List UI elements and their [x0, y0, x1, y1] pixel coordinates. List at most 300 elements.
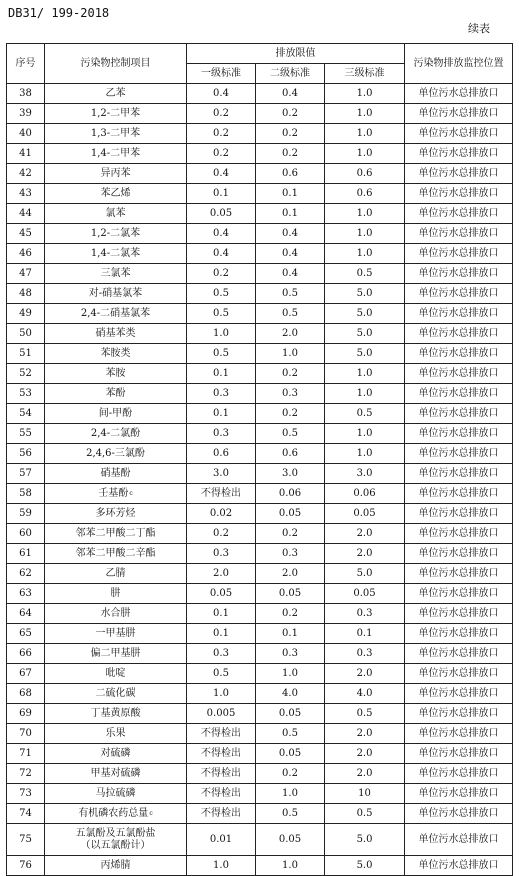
cell-level3-text: 5.0 [356, 348, 373, 359]
cell-item-text: 2,4-二硝基氯苯 [80, 308, 151, 319]
cell-location-text: 单位污水总排放口 [418, 768, 499, 779]
cell-seq [7, 224, 45, 244]
cell-level2-text: 0.2 [282, 368, 298, 379]
cell-level2-text: 2.0 [282, 328, 298, 339]
cell-location-text: 单位污水总排放口 [418, 268, 499, 279]
cell-item [45, 364, 187, 384]
cell-seq [7, 164, 45, 184]
cell-seq [7, 404, 45, 424]
table-row [7, 464, 513, 484]
cell-level2 [256, 124, 325, 144]
cell-level1-text: 0.4 [213, 228, 229, 239]
table-row [7, 624, 513, 644]
cell-seq-text: 59 [19, 508, 32, 519]
cell-location [405, 124, 513, 144]
cell-seq-text: 67 [19, 668, 32, 679]
cell-seq-text: 66 [19, 648, 32, 659]
cell-seq-text: 73 [19, 788, 32, 799]
cell-seq [7, 504, 45, 524]
cell-seq [7, 304, 45, 324]
cell-level1 [187, 824, 256, 856]
cell-location [405, 824, 513, 856]
cell-location [405, 384, 513, 404]
table-row [7, 764, 513, 784]
cell-seq [7, 384, 45, 404]
cell-level1-text: 0.3 [213, 548, 229, 559]
cell-item-text: 邻苯二甲酸二辛酯 [75, 548, 156, 559]
cell-level3-text: 1.0 [356, 88, 373, 99]
cell-level1 [187, 464, 256, 484]
cell-level1 [187, 324, 256, 344]
cell-item-text: 苯胺 [105, 368, 126, 379]
cell-location-text: 单位污水总排放口 [418, 188, 499, 199]
cell-seq-text: 71 [19, 748, 32, 759]
table-row [7, 284, 513, 304]
cell-location [405, 744, 513, 764]
cell-level3 [325, 704, 405, 724]
cell-level3 [325, 164, 405, 184]
cell-location [405, 184, 513, 204]
cell-seq-text: 56 [19, 448, 32, 459]
cell-item [45, 424, 187, 444]
cell-seq-text: 69 [19, 708, 32, 719]
cell-level1 [187, 524, 256, 544]
cell-item-text: 壬基酚 [98, 488, 129, 499]
cell-item [45, 624, 187, 644]
cell-level3-text: 1.0 [356, 148, 373, 159]
header-level1: 一级标准 [187, 64, 256, 84]
cell-level3-text: 0.06 [353, 488, 376, 499]
cell-level2 [256, 424, 325, 444]
cell-item-text: 苯酚 [105, 388, 126, 399]
cell-location [405, 144, 513, 164]
cell-location-text: 单位污水总排放口 [418, 568, 499, 579]
cell-location [405, 584, 513, 604]
cell-seq-text: 61 [19, 548, 32, 559]
cell-seq-text: 68 [19, 688, 32, 699]
cell-level1-text: 0.4 [213, 248, 229, 259]
cell-level2-text: 0.05 [278, 834, 302, 845]
cell-level2-text: 0.3 [282, 548, 298, 559]
cell-level1 [187, 344, 256, 364]
cell-seq-text: 62 [19, 568, 32, 579]
cell-seq-text: 70 [19, 728, 32, 739]
cell-level3-text: 5.0 [356, 834, 373, 845]
table-row [7, 564, 513, 584]
cell-location-text: 单位污水总排放口 [418, 208, 499, 219]
cell-level3 [325, 464, 405, 484]
cell-item-text: 硝基苯类 [95, 328, 136, 339]
cell-location [405, 264, 513, 284]
cell-level3 [325, 584, 405, 604]
table-row [7, 664, 513, 684]
cell-item [45, 644, 187, 664]
cell-level1-text: 不得检出 [201, 748, 241, 759]
cell-level1 [187, 784, 256, 804]
cell-level1 [187, 184, 256, 204]
table-row [7, 124, 513, 144]
cell-level2-text: 4.0 [282, 688, 298, 699]
cell-level3 [325, 724, 405, 744]
cell-item [45, 444, 187, 464]
cell-level1-text: 不得检出 [201, 768, 241, 779]
footnote-marker: c [129, 490, 133, 497]
cell-item-text: 甲基对硫磷 [90, 768, 141, 779]
cell-level2-text: 0.3 [282, 648, 298, 659]
cell-location [405, 704, 513, 724]
table-body [7, 84, 513, 876]
cell-level1-text: 0.2 [213, 108, 229, 119]
cell-level1-text: 0.2 [213, 128, 229, 139]
cell-level1-text: 2.0 [213, 568, 229, 579]
cell-location [405, 284, 513, 304]
cell-seq-text: 75 [19, 834, 32, 845]
cell-location [405, 724, 513, 744]
cell-seq-text: 76 [19, 860, 32, 871]
cell-level3-text: 3.0 [356, 468, 373, 479]
cell-level2-text: 0.2 [282, 528, 298, 539]
cell-location [405, 644, 513, 664]
cell-level2 [256, 664, 325, 684]
cell-location-text: 单位污水总排放口 [418, 88, 499, 99]
cell-location [405, 424, 513, 444]
table-row [7, 244, 513, 264]
cell-level3 [325, 764, 405, 784]
cell-location [405, 84, 513, 104]
cell-seq-text: 38 [19, 88, 32, 99]
cell-level1-text: 0.1 [213, 368, 229, 379]
cell-location-text: 单位污水总排放口 [418, 808, 499, 819]
cell-level2-text: 0.5 [282, 728, 298, 739]
cell-item [45, 204, 187, 224]
cell-level3-text: 4.0 [356, 688, 373, 699]
header-limit: 排放限值 [187, 44, 405, 64]
cell-location-text: 单位污水总排放口 [418, 588, 499, 599]
cell-item-text: 氯苯 [105, 208, 126, 219]
cell-item [45, 464, 187, 484]
cell-item-text: 对-硝基氯苯 [88, 288, 143, 299]
cell-item-text: 偏二甲基肼 [90, 648, 141, 659]
cell-level3 [325, 284, 405, 304]
cell-item [45, 684, 187, 704]
cell-level2-text: 0.05 [278, 588, 302, 599]
cell-level3 [325, 344, 405, 364]
cell-level3 [325, 104, 405, 124]
cell-level1-text: 0.2 [213, 268, 229, 279]
cell-location [405, 344, 513, 364]
cell-level1-text: 1.0 [213, 328, 229, 339]
cell-location [405, 564, 513, 584]
cell-location-text: 单位污水总排放口 [418, 168, 499, 179]
table-row [7, 344, 513, 364]
cell-item-text: 丙烯腈 [100, 860, 131, 871]
cell-item [45, 84, 187, 104]
table-row [7, 144, 513, 164]
cell-item-text: 硝基酚 [100, 468, 131, 479]
cell-level1-text: 1.0 [213, 860, 229, 871]
cell-level1-text: 1.0 [213, 688, 229, 699]
cell-level3-text: 2.0 [356, 748, 373, 759]
cell-level1 [187, 504, 256, 524]
cell-seq [7, 424, 45, 444]
cell-level2 [256, 324, 325, 344]
cell-item [45, 604, 187, 624]
cell-level1-text: 0.3 [213, 388, 229, 399]
cell-level3 [325, 324, 405, 344]
cell-seq [7, 724, 45, 744]
cell-level2 [256, 84, 325, 104]
cell-level3-text: 2.0 [356, 768, 373, 779]
cell-seq [7, 284, 45, 304]
cell-level3-text: 10 [358, 788, 371, 799]
cell-level2-text: 0.2 [282, 408, 298, 419]
cell-location-text: 单位污水总排放口 [418, 388, 499, 399]
cell-level2 [256, 584, 325, 604]
cell-seq-text: 50 [19, 328, 32, 339]
cell-level1 [187, 264, 256, 284]
cell-item [45, 544, 187, 564]
cell-level2 [256, 104, 325, 124]
cell-location-text: 单位污水总排放口 [418, 508, 499, 519]
cell-item-text: 乙腈 [105, 568, 126, 579]
cell-level3-text: 2.0 [356, 668, 373, 679]
cell-location [405, 444, 513, 464]
cell-location [405, 684, 513, 704]
cell-level2-text: 1.0 [282, 348, 298, 359]
cell-level1 [187, 84, 256, 104]
cell-level3-text: 1.0 [356, 208, 373, 219]
cell-level3 [325, 524, 405, 544]
cell-item [45, 704, 187, 724]
cell-location [405, 104, 513, 124]
cell-level2 [256, 164, 325, 184]
cell-level1-text: 0.2 [213, 148, 229, 159]
cell-item-text: 多环芳烃 [95, 508, 136, 519]
table-row [7, 724, 513, 744]
cell-seq [7, 604, 45, 624]
cell-item-text: 1,2-二甲苯 [90, 108, 141, 119]
cell-level2-text: 0.5 [282, 288, 298, 299]
cell-item-text: 苯乙烯 [100, 188, 131, 199]
cell-level1 [187, 704, 256, 724]
cell-level2 [256, 684, 325, 704]
cell-seq-text: 63 [19, 588, 32, 599]
cell-location-text: 单位污水总排放口 [418, 348, 499, 359]
cell-level1-text: 0.2 [213, 528, 229, 539]
cell-level2 [256, 184, 325, 204]
cell-level3 [325, 444, 405, 464]
cell-level2-text: 0.6 [282, 448, 298, 459]
cell-level3-text: 1.0 [356, 448, 373, 459]
cell-item [45, 764, 187, 784]
cell-level1-text: 不得检出 [201, 488, 241, 499]
cell-seq-text: 74 [19, 808, 32, 819]
cell-seq-text: 65 [19, 628, 32, 639]
cell-seq [7, 644, 45, 664]
cell-level1-text: 0.6 [213, 448, 229, 459]
cell-location-text: 单位污水总排放口 [418, 688, 499, 699]
cell-level1 [187, 764, 256, 784]
cell-level2-text: 0.06 [278, 488, 302, 499]
cell-level1-text: 0.3 [213, 648, 229, 659]
cell-seq [7, 784, 45, 804]
cell-item-text: 对硫磷 [100, 748, 131, 759]
cell-location [405, 764, 513, 784]
cell-item [45, 344, 187, 364]
table-row [7, 824, 513, 856]
cell-level3-text: 1.0 [356, 108, 373, 119]
cell-level3 [325, 84, 405, 104]
cell-seq-text: 52 [19, 368, 32, 379]
cell-seq [7, 244, 45, 264]
cell-level2-text: 0.2 [282, 148, 298, 159]
cell-level3 [325, 784, 405, 804]
cell-level1 [187, 104, 256, 124]
cell-level3 [325, 124, 405, 144]
cell-level2-text: 0.1 [282, 628, 298, 639]
cell-level2-text: 0.4 [282, 268, 298, 279]
cell-level2-text: 0.05 [278, 708, 302, 719]
cell-location-text: 单位污水总排放口 [418, 648, 499, 659]
cell-level2 [256, 544, 325, 564]
cell-level2 [256, 604, 325, 624]
table-row [7, 644, 513, 664]
cell-seq-text: 44 [19, 208, 32, 219]
cell-seq [7, 764, 45, 784]
cell-level1-text: 0.1 [213, 608, 229, 619]
cell-location-text: 单位污水总排放口 [418, 528, 499, 539]
cell-level2 [256, 704, 325, 724]
cell-level2 [256, 204, 325, 224]
cell-level3-text: 1.0 [356, 228, 373, 239]
cell-location [405, 404, 513, 424]
cell-item [45, 584, 187, 604]
cell-level1-text: 0.5 [213, 348, 229, 359]
cell-seq-text: 41 [19, 148, 32, 159]
cell-level2-text: 0.4 [282, 228, 298, 239]
cell-level2 [256, 824, 325, 856]
cell-level3-text: 2.0 [356, 548, 373, 559]
cell-seq-text: 51 [19, 348, 32, 359]
cell-location-text: 单位污水总排放口 [418, 308, 499, 319]
cell-level2 [256, 444, 325, 464]
cell-level1 [187, 644, 256, 664]
cell-seq [7, 744, 45, 764]
emission-limits-table [6, 43, 513, 876]
cell-location-text: 单位污水总排放口 [418, 248, 499, 259]
cell-level2-text: 0.3 [282, 388, 298, 399]
cell-level1 [187, 404, 256, 424]
cell-item [45, 304, 187, 324]
cell-seq-text: 49 [19, 308, 32, 319]
cell-level3 [325, 544, 405, 564]
cell-item-text: 2,4-二氯酚 [90, 428, 141, 439]
cell-seq-text: 53 [19, 388, 32, 399]
table-row [7, 484, 513, 504]
table-row [7, 504, 513, 524]
cell-level3 [325, 204, 405, 224]
cell-item-text: 苯胺类 [100, 348, 131, 359]
cell-seq [7, 264, 45, 284]
cell-item [45, 164, 187, 184]
cell-level1-text: 不得检出 [201, 808, 241, 819]
cell-level2 [256, 144, 325, 164]
cell-seq [7, 824, 45, 856]
cell-location-text: 单位污水总排放口 [418, 788, 499, 799]
cell-level1 [187, 444, 256, 464]
table-row [7, 524, 513, 544]
cell-level1-text: 0.1 [213, 628, 229, 639]
cell-seq-text: 72 [19, 768, 32, 779]
cell-item [45, 504, 187, 524]
cell-level1 [187, 744, 256, 764]
cell-level3 [325, 384, 405, 404]
cell-level3-text: 0.6 [356, 188, 373, 199]
cell-seq-text: 60 [19, 528, 32, 539]
header-level3: 三级标准 [325, 64, 405, 84]
cell-item [45, 784, 187, 804]
cell-seq [7, 484, 45, 504]
cell-seq [7, 364, 45, 384]
cell-level2 [256, 264, 325, 284]
cell-seq [7, 204, 45, 224]
cell-item [45, 324, 187, 344]
cell-level1 [187, 664, 256, 684]
cell-level3-text: 1.0 [356, 368, 373, 379]
table-row [7, 424, 513, 444]
cell-item [45, 664, 187, 684]
cell-level2 [256, 284, 325, 304]
cell-location-text: 单位污水总排放口 [418, 228, 499, 239]
cell-location [405, 524, 513, 544]
cell-location [405, 324, 513, 344]
cell-seq [7, 524, 45, 544]
cell-seq-text: 43 [19, 188, 32, 199]
table-row [7, 604, 513, 624]
table-row [7, 684, 513, 704]
cell-seq [7, 344, 45, 364]
cell-level2-text: 0.5 [282, 808, 298, 819]
cell-item-text: 乐果 [105, 728, 126, 739]
cell-item-text: 一甲基肼 [95, 628, 136, 639]
cell-level2 [256, 464, 325, 484]
cell-location-text: 单位污水总排放口 [418, 128, 499, 139]
cell-level2-text: 1.0 [282, 860, 298, 871]
cell-item [45, 184, 187, 204]
cell-level1 [187, 804, 256, 824]
cell-seq [7, 144, 45, 164]
cell-level2-text: 0.2 [282, 608, 298, 619]
cell-seq [7, 664, 45, 684]
cell-level3-text: 5.0 [356, 288, 373, 299]
cell-level1-text: 0.005 [206, 708, 236, 719]
cell-seq-text: 39 [19, 108, 32, 119]
header-location: 污染物排放监控位置 [405, 44, 513, 84]
cell-level1-text: 0.1 [213, 188, 229, 199]
cell-level2 [256, 244, 325, 264]
cell-level2 [256, 764, 325, 784]
cell-level3 [325, 604, 405, 624]
cell-seq [7, 624, 45, 644]
cell-level2 [256, 744, 325, 764]
cell-level1 [187, 604, 256, 624]
cell-item-text: 有机磷农药总量 [78, 808, 149, 819]
cell-seq-text: 55 [19, 428, 32, 439]
cell-seq-text: 54 [19, 408, 32, 419]
table-row [7, 264, 513, 284]
cell-level1-text: 0.05 [209, 208, 233, 219]
cell-level2-text: 0.6 [282, 168, 298, 179]
